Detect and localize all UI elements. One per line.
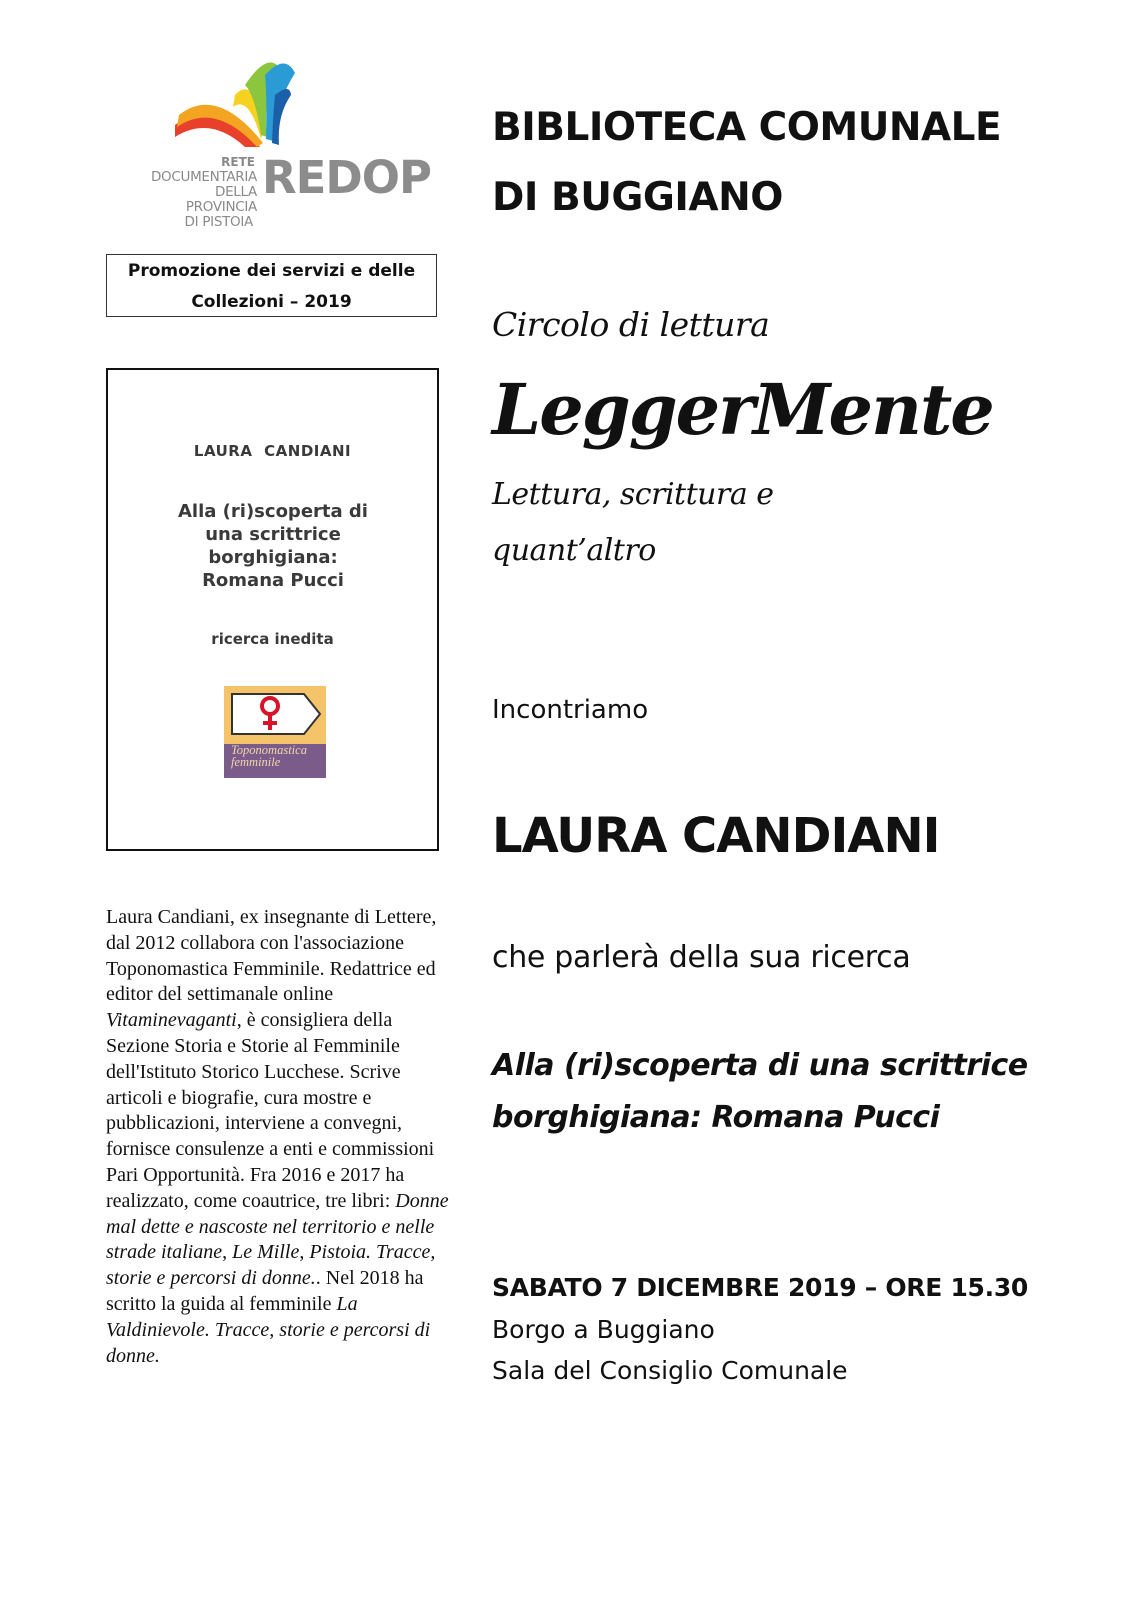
- event-town: Borgo a Buggiano: [492, 1315, 715, 1344]
- talk-title: Alla (ri)scoperta di una scrittrice borghigiana: Romana Pucci: [492, 1048, 1028, 1135]
- author-biography: [106, 905, 451, 1369]
- redop-logo: [145, 55, 431, 230]
- cover-title-line: Alla (ri)scoperta di: [178, 501, 368, 522]
- promo-box: [106, 254, 437, 317]
- library-title-line: BIBLIOTECA COMUNALE: [492, 105, 1002, 150]
- speaker-name: LAURA CANDIANI: [492, 808, 940, 864]
- cover-title-line: una scrittrice: [205, 524, 341, 545]
- badge-line: femminile: [231, 755, 281, 769]
- lettura-tagline: Lettura, scrittura e quant’altro: [492, 477, 774, 568]
- bio-text: ,: [299, 1241, 310, 1264]
- promo-line-1: Promozione dei servizi e delle: [127, 261, 416, 281]
- bio-emphasis: Le Mille: [232, 1241, 300, 1264]
- bio-emphasis: Pistoia. Tracce, storie e percorsi di donne.: [106, 1241, 436, 1290]
- cover-title-line: borghigiana:: [208, 547, 338, 568]
- badge-line: Toponomastica: [231, 743, 307, 757]
- event-date: SABATO 7 DICEMBRE 2019 – ORE 15.30: [492, 1273, 1029, 1302]
- bio-text: , è consigliera della Sezione Storia e Storie al Femminile dell'Istituto Storico Lucchese. Scrive articoli e biografie, cura mostre e pubblicazioni, interviene a convegni, fornisce consulenze a enti e commissioni Pari Opportunità. Fra 2016 e 2017 ha realizzato, come coautrice, tre libri:: [106, 1009, 435, 1212]
- bio-emphasis: Donne mal dette e nascoste nel territorio e nelle strade italiane: [106, 1189, 449, 1264]
- bio-text: ,: [222, 1241, 233, 1264]
- leggermente-title: LeggerMente: [492, 368, 993, 451]
- library-title-line: DI BUGGIANO: [492, 175, 783, 220]
- book-cover: [106, 368, 439, 851]
- cover-title-line: Romana Pucci: [202, 570, 344, 591]
- rainbow-book-icon: [145, 55, 415, 165]
- logo-subtitle: RETE DOCUMENTARIA DELLA PROVINCIA DI PISTOIA: [150, 155, 257, 230]
- badge-text: [224, 744, 326, 768]
- bio-text: . Nel 2018 ha scritto la guida al femminile: [106, 1267, 424, 1315]
- toponomastica-badge: [224, 686, 326, 778]
- incontriamo-label: Incontriamo: [492, 695, 649, 725]
- cover-title: [148, 500, 398, 592]
- circolo-label: Circolo di lettura: [492, 305, 770, 344]
- cover-author: LAURA CANDIANI: [193, 442, 352, 460]
- event-venue: Sala del Consiglio Comunale: [492, 1356, 848, 1385]
- talk-intro: che parlerà della sua ricerca: [492, 940, 911, 975]
- bio-emphasis: La Valdinievole. Tracce, storie e percorsi di donne.: [106, 1292, 431, 1367]
- cover-subtitle: ricerca inedita: [211, 630, 334, 648]
- bio-text: Laura Candiani, ex insegnante di Lettere, dal 2012 collabora con l'associazione Toponomastica Femminile. Redattrice ed editor del settimanale online: [106, 906, 437, 1006]
- logo-brand: REDOP: [262, 151, 431, 204]
- promo-line-2: Collezioni – 2019: [191, 292, 352, 312]
- library-title: [492, 93, 1001, 233]
- bio-emphasis: Vitaminevaganti: [106, 1009, 237, 1032]
